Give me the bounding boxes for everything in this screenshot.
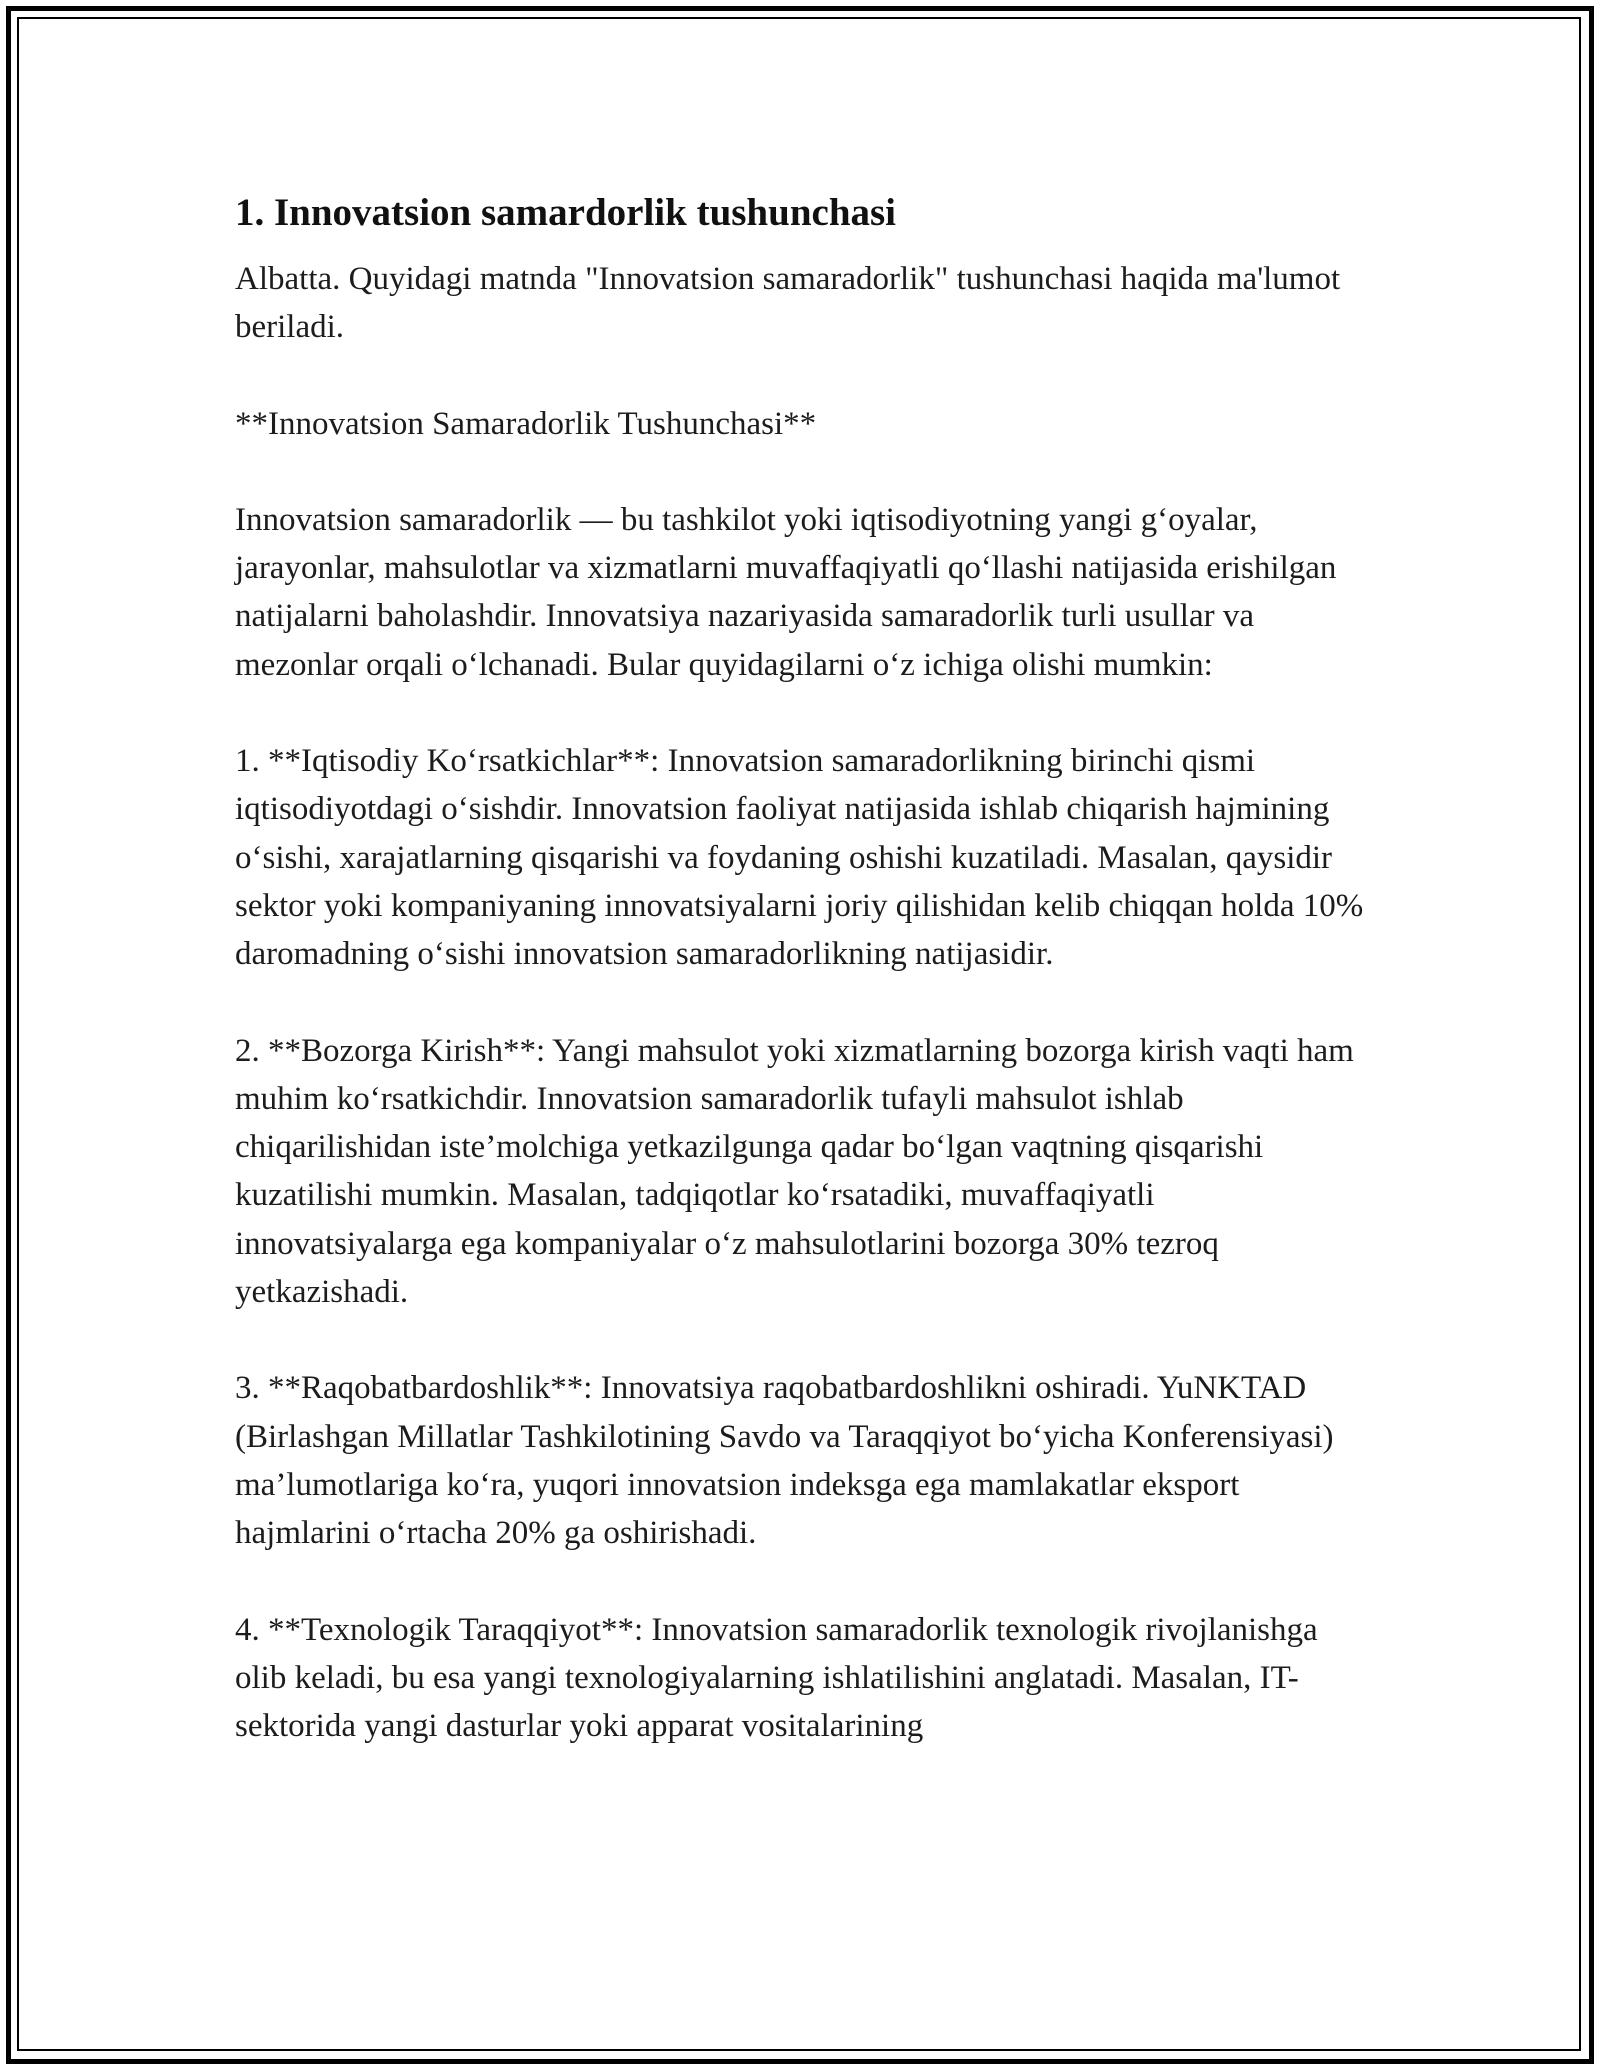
section-title-paragraph: **Innovatsion Samaradorlik Tushunchasi** [235,405,817,442]
list-item-competitiveness: 3. **Raqobatbardoshlik**: Innovatsiya raqobatbardoshlikni oshiradi. YuNKTAD (Birlashgan Millatlar Tashkilotining Savdo va Taraqqiyot bo‘yicha Konferensiyasi) ma’lumotlariga ko‘ra, yuqori innovatsion indeksga ega mamlakatlar eksport hajmlarini o‘rtacha 20% ga oshirishadi. [235,1370,1334,1552]
document-heading: 1. Innovatsion samardorlik tushunchasi [235,191,897,234]
document-body [235,185,1365,1798]
intro-paragraph: Albatta. Quyidagi matnda "Innovatsion samaradorlik" tushunchasi haqida ma'lumot beriladi. [235,261,1341,346]
list-item-market-entry: 2. **Bozorga Kirish**: Yangi mahsulot yoki xizmatlarning bozorga kirish vaqti ham muhim ko‘rsatkichdir. Innovatsion samaradorlik tufayli mahsulot ishlab chiqarilishidan iste’molchiga yetkazilgunga qadar bo‘lgan vaqtning qisqarishi kuzatilishi mumkin. Masalan, tadqiqotlar ko‘rsatadiki, muvaffaqiyatli innovatsiyalarga ega kompaniyalar o‘z mahsulotlarini bozorga 30% tezroq yetkazishadi. [235,1032,1354,1311]
list-item-economic: 1. **Iqtisodiy Ko‘rsatkichlar**: Innovatsion samaradorlikning birinchi qismi iqtisodiyotdagi o‘sishdir. Innovatsion faoliyat natijasida ishlab chiqarish hajmining o‘sishi, xarajatlarning qisqarishi va foydaning oshishi kuzatiladi. Masalan, qaysidir sektor yoki kompaniyaning innovatsiyalarni joriy qilishidan kelib chiqqan holda 10% daromadning o‘sishi innovatsion samaradorlikning natijasidir. [235,743,1364,973]
list-item-technology: 4. **Texnologik Taraqqiyot**: Innovatsion samaradorlik texnologik rivojlanishga olib keladi, bu esa yangi texnologiyalarning ishlatilishini anglatadi. Masalan, IT-sektorida yangi dasturlar yoki apparat vositalarining [235,1611,1318,1745]
definition-paragraph: Innovatsion samaradorlik — bu tashkilot yoki iqtisodiyotning yangi g‘oyalar, jarayonlar, mahsulotlar va xizmatlarni muvaffaqiyatli qo‘llashi natijasida erishilgan natijalarni baholashdir. Innovatsiya nazariyasida samaradorlik turli usullar va mezonlar orqali o‘lchanadi. Bular quyidagilarni o‘z ichiga olishi mumkin: [235,501,1337,683]
